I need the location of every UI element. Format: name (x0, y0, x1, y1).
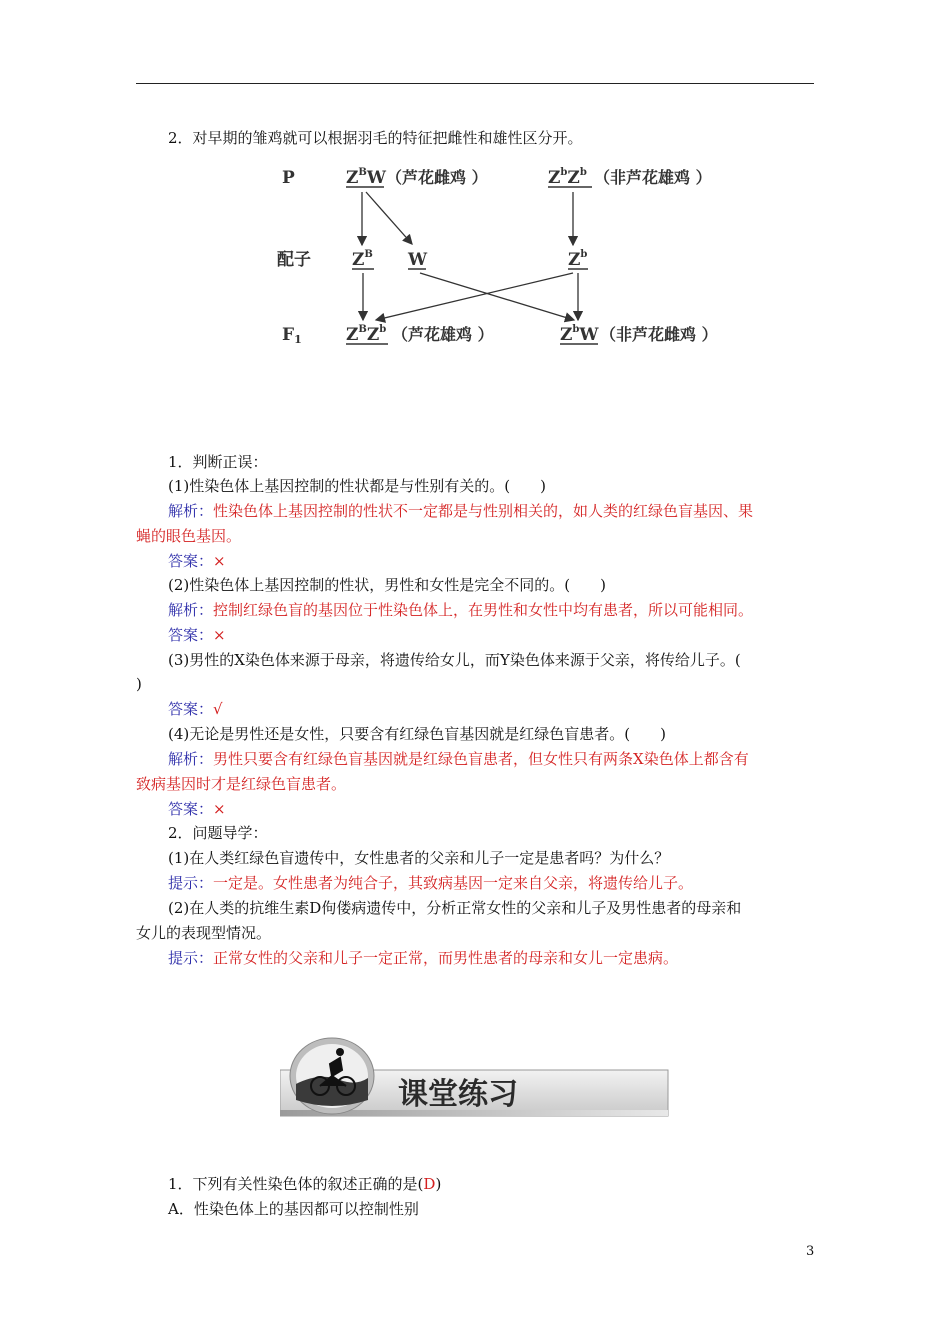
judge-ans3: 答案：√ (168, 700, 223, 718)
parent-female-desc: （芦花雌鸡 ） (386, 168, 488, 187)
f1-male-genotype: $Z^BZ^b$ (346, 324, 387, 345)
guide-h1: 提示：一定是。女性患者为纯合子，其致病基因一定来自父亲，将遗传给儿子。 (168, 874, 694, 892)
parent-male-genotype: $Z^bZ^b$ (548, 167, 587, 188)
arrow-zb-to-f1-male-cross (376, 273, 573, 320)
header-rule (136, 83, 814, 84)
guide-h2: 提示：正常女性的父亲和儿子一定正常，而男性患者的母亲和女儿一定患病。 (168, 949, 679, 967)
judge-a4-line2: 致病基因时才是红绿色盲患者。 (136, 775, 347, 793)
judge-ans1: 答案：× (168, 552, 226, 570)
parent-female-genotype: $Z^BW$ (346, 167, 386, 188)
row-label-gamete: 配子 (277, 250, 311, 270)
judge-ans4: 答案：× (168, 800, 226, 818)
judge-a4-line1: 解析：男性只要含有红绿色盲基因就是红绿色盲患者，但女性只有两条X染色体上都含有 (168, 750, 749, 768)
svg-text:课堂练习: 课堂练习 (398, 1077, 518, 1112)
exercise-q1: 1．下列有关性染色体的叙述正确的是(D) (168, 1175, 442, 1193)
judge-a2: 解析：控制红绿色盲的基因位于性染色体上，在男性和女性中均有患者，所以可能相同。 (168, 601, 754, 619)
gamete-w: W (408, 250, 428, 270)
judge-a1-line2: 蝇的眼色基因。 (136, 527, 242, 545)
judge-q3-line1: (3)男性的X染色体来源于母亲，将遗传给女儿，而Y染色体来源于父亲，将传给儿子。( (168, 651, 741, 669)
row-label-p: P (282, 168, 295, 188)
page-number: 3 (806, 1244, 815, 1259)
exercise-option-a: A．性染色体上的基因都可以控制性别 (168, 1200, 419, 1218)
cross-diagram (262, 152, 742, 352)
judge-q1: (1)性染色体上基因控制的性状都是与性别有关的。( ) (168, 477, 546, 495)
arrow-female-to-w (366, 192, 412, 244)
banner-title-glyphs (398, 1077, 518, 1112)
section-intro: 2．对早期的雏鸡就可以根据羽毛的特征把雌性和雄性区分开。 (168, 129, 583, 147)
judge-q4: (4)无论是男性还是女性，只要含有红绿色盲基因就是红绿色盲患者。( ) (168, 725, 666, 743)
gamete-zb-lower: $Z^b$ (568, 249, 588, 270)
judge-q3-line2: ) (136, 675, 142, 693)
guide-q2-line2: 女儿的表现型情况。 (136, 924, 272, 942)
f1-female-desc: （非芦花雌鸡 ） (600, 325, 718, 344)
judge-a1-line1: 解析：性染色体上基因控制的性状不一定都是与性别相关的，如人类的红绿色盲基因、果 (168, 502, 754, 520)
guide-title: 2．问题导学： (168, 824, 268, 842)
parent-male-desc: （非芦花雄鸡 ） (594, 168, 712, 187)
row-label-f1: F1 (282, 325, 302, 346)
guide-q2-line1: (2)在人类的抗维生素D佝偻病遗传中，分析正常女性的父亲和儿子及男性患者的母亲和 (168, 899, 742, 917)
f1-female-genotype: $Z^bW$ (560, 324, 599, 345)
gamete-zb-upper: $Z^B$ (352, 249, 373, 270)
guide-q1: (1)在人类红绿色盲遗传中，女性患者的父亲和儿子一定是患者吗？为什么？ (168, 849, 670, 867)
judge-ans2: 答案：× (168, 626, 226, 644)
judge-q2: (2)性染色体上基因控制的性状，男性和女性是完全不同的。( ) (168, 576, 606, 594)
section-banner (280, 1026, 670, 1118)
judge-title: 1．判断正误： (168, 453, 268, 471)
cyclist-emblem (290, 1038, 374, 1114)
f1-male-desc: （芦花雄鸡 ） (392, 325, 494, 344)
arrow-w-to-f1-female (420, 273, 574, 320)
